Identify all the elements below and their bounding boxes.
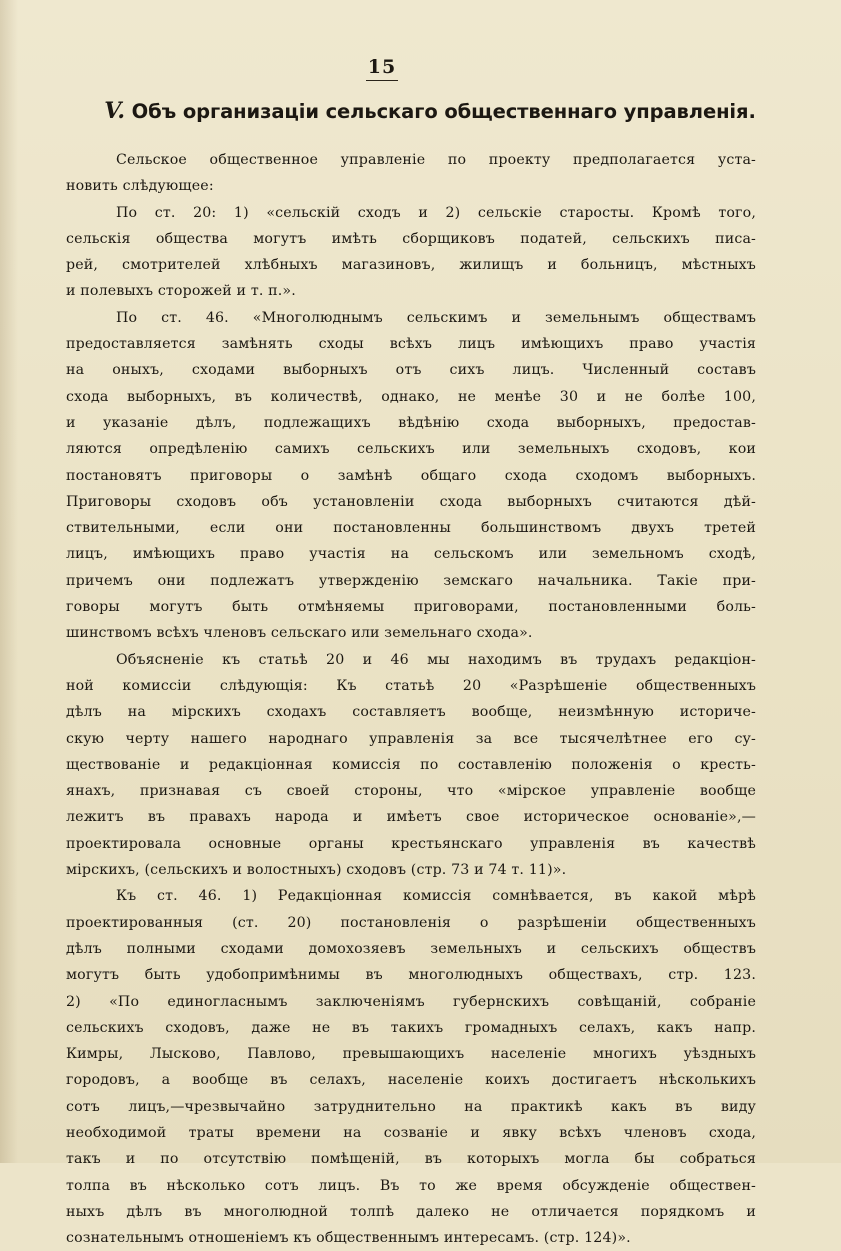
text-line: ствительными, если они постановленны большинствомъ двухъ третей — [66, 520, 756, 537]
text-line: предоставляется замѣнять сходы всѣхъ лицъ имѣющихъ право участiя — [66, 336, 756, 353]
text-line: Сельское общественное управленiе по проекту предполагается уста- — [116, 152, 756, 168]
text-line: проектировала основные органы крестьянскаго управленiя въ качествѣ — [66, 835, 756, 852]
text-line: сотъ лицъ,—чрезвычайно затруднительно на практикѣ какъ въ виду — [66, 1098, 756, 1115]
text-line: По ст. 20: 1) «сельскiй сходъ и 2) сельскiе старосты. Кромѣ того, — [116, 204, 756, 221]
text-line: схода выборныхъ, въ количествѣ, однако, не менѣе 30 и не болѣе 100, — [66, 388, 756, 405]
text-line: Объясненiе къ статьѣ 20 и 46 мы находимъ въ трудахъ редакцiон- — [116, 651, 756, 668]
section-heading — [40, 98, 820, 124]
text-line: янахъ, признавая съ своей стороны, что «мiрское управленiе вообще — [66, 783, 756, 800]
text-line: сознательнымъ отношенiемъ къ общественнымъ интересамъ. (стр. 124)». — [66, 1230, 631, 1247]
text-line: новить слѣдующее: — [66, 178, 214, 195]
page-number-underline — [366, 80, 398, 81]
text-line: городовъ, а вообще въ селахъ, населенiе коихъ достигаетъ нѣсколькихъ — [66, 1072, 756, 1089]
text-line: Кимры, Лысково, Павлово, превышающихъ населенiе многихъ уѣздныхъ — [66, 1046, 756, 1063]
text-line: скую черту нашего народнаго управленiя за все тысячелѣтнее его су- — [66, 730, 756, 747]
text-line: мiрскихъ, (сельскихъ и волостныхъ) сходовъ (стр. 73 и 74 т. 11)». — [66, 862, 567, 879]
text-line: дѣлъ полными сходами домохозяевъ земельныхъ и сельскихъ обществъ — [66, 940, 756, 957]
text-line: такъ и по отсутствiю помѣщенiй, въ которыхъ могла бы собраться — [66, 1151, 756, 1168]
text-line: По ст. 46. «Многолюднымъ сельскимъ и земельнымъ обществамъ — [116, 309, 756, 326]
text-line: толпа въ нѣсколько сотъ лицъ. Въ то же время обсужденiе обществен- — [66, 1177, 756, 1194]
text-line: шинствомъ всѣхъ членовъ сельскаго или земельнаго схода». — [66, 625, 533, 642]
text-line: ляются опредѣленiю самихъ сельскихъ или земельныхъ сходовъ, кои — [66, 441, 756, 458]
text-line: Къ ст. 46. 1) Редакцiонная комиссiя сомнѣвается, въ какой мѣрѣ — [116, 888, 756, 905]
text-line: сельскiя общества могутъ имѣть сборщиковъ податей, сельскихъ писа- — [66, 230, 756, 247]
body-text — [66, 147, 756, 1251]
text-line: и полевыхъ сторожей и т. п.». — [66, 283, 296, 300]
text-line: говоры могутъ быть отмѣняемы приговорами, постановленными боль- — [66, 599, 756, 616]
text-line: ной комиссiи слѣдующiя: Къ статьѣ 20 «Разрѣшенiе общественныхъ — [66, 677, 756, 694]
text-line: лицъ, имѣющихъ право участiя на сельскомъ или земельномъ сходѣ, — [66, 546, 756, 563]
text-line: ныхъ дѣлъ въ многолюдной толпѣ далеко не отличается порядкомъ и — [66, 1203, 756, 1220]
text-line: проектированныя (ст. 20) постановленiя о разрѣшенiи общественныхъ — [66, 914, 756, 931]
text-line: постановятъ приговоры о замѣнѣ общаго схода сходомъ выборныхъ. — [66, 467, 756, 484]
text-line: причемъ они подлежатъ утвержденiю земскаго начальника. Такiе при- — [66, 572, 756, 589]
text-line: и указанiе дѣлъ, подлежащихъ вѣдѣнiю схода выборныхъ, предостав- — [66, 414, 756, 431]
text-line: необходимой траты времени на созванiе и явку всѣхъ членовъ схода, — [66, 1124, 756, 1141]
text-line: рей, смотрителей хлѣбныхъ магазиновъ, жилищъ и больницъ, мѣстныхъ — [66, 257, 756, 274]
text-line: на оныхъ, сходами выборныхъ отъ сихъ лицъ. Численный составъ — [66, 362, 756, 379]
text-line: сельскихъ сходовъ, даже не въ такихъ громадныхъ селахъ, какъ напр. — [66, 1019, 756, 1036]
section-title: Объ организацiи сельскаго общественнаго управленiя. — [131, 100, 756, 123]
section-numeral: V. — [104, 98, 125, 124]
text-line: Приговоры сходовъ объ установленiи схода выборныхъ считаются дѣй- — [66, 493, 756, 510]
page-number: 15 — [367, 56, 397, 78]
text-line: ществованiе и редакцiонная комиссiя по составленiю положенiя о кресть- — [66, 756, 756, 773]
text-line: дѣлъ на мiрскихъ сходахъ составляетъ вообще, неизмѣнную историче- — [66, 704, 756, 721]
text-line: 2) «По единогласнымъ заключенiямъ губернскихъ совѣщанiй, собранiе — [66, 993, 756, 1010]
text-line: могутъ быть удобопримѣнимы въ многолюдныхъ обществахъ, стр. 123. — [66, 967, 756, 984]
text-line: лежитъ въ правахъ народа и имѣетъ свое историческое основанiе»,— — [66, 809, 756, 826]
